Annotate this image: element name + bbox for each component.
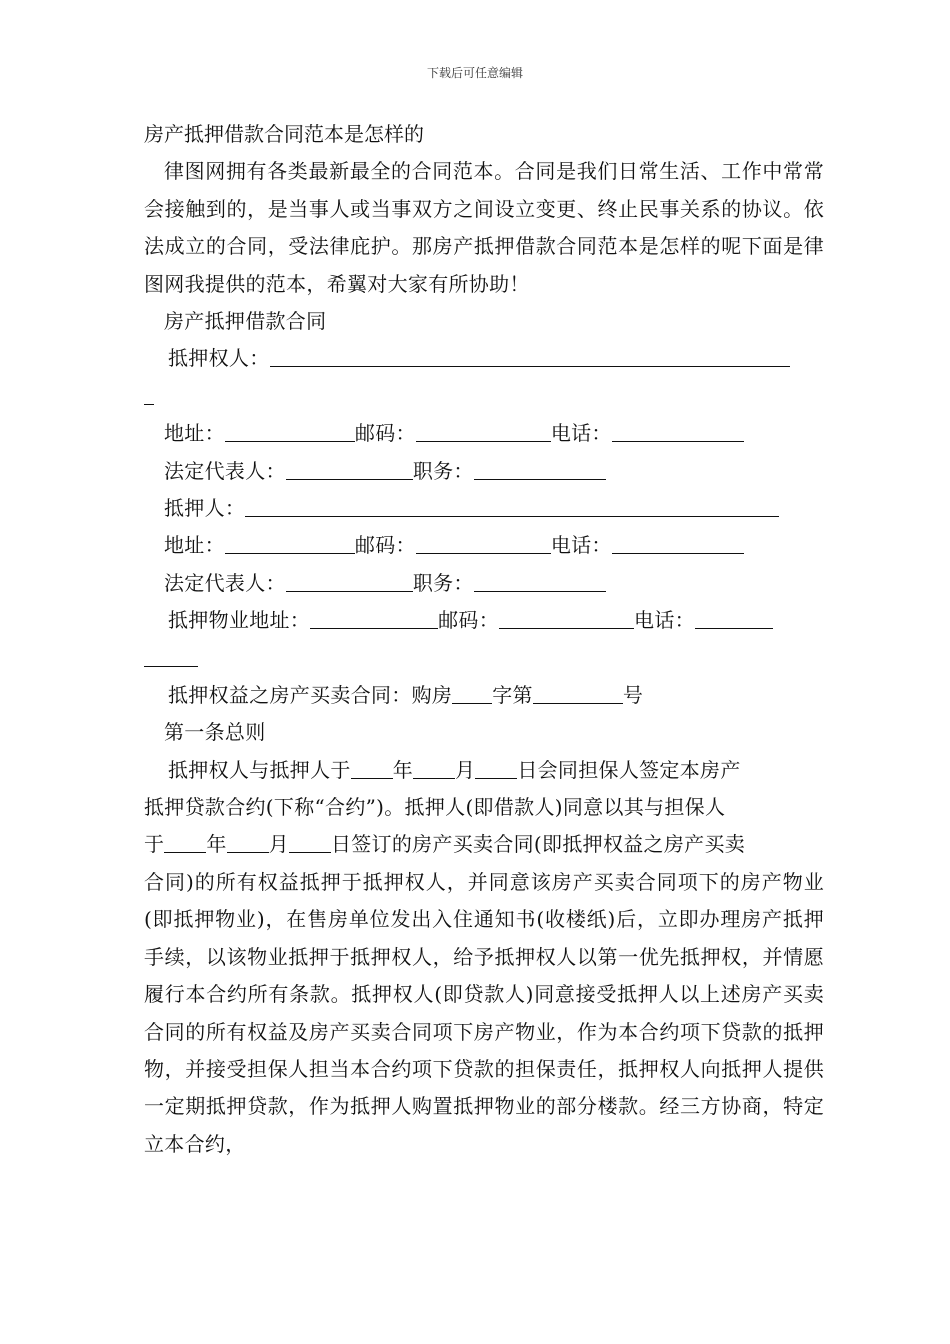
mortgagor-label: 抵押人： [164, 495, 246, 520]
month-blank[interactable] [227, 830, 269, 853]
intro-paragraph: 律图网拥有各类最新最全的合同范本。合同是我们日常生活、工作中常常会接触到的，是当事人或当事双方之间设立变更、终止民事关系的协议。依法成立的合同，受法律庇护。那房产抵押借款合同范本是怎样的呢下面是律图网我提供的范本，希翼对大家有所协助！ [144, 159, 824, 296]
phone-blank-cont[interactable] [144, 644, 198, 667]
document-title: 房产抵押借款合同范本是怎样的 [144, 122, 424, 146]
article1-text: 于 [144, 832, 165, 857]
property-address-label: 抵押物业地址： [168, 608, 311, 633]
char-label: 字第 [492, 682, 533, 707]
month-label: 月 [455, 757, 476, 782]
month-label: 月 [268, 832, 289, 857]
phone-label: 电话： [634, 608, 695, 633]
article1-text: 日会同担保人签定本房产 [517, 757, 741, 782]
address-label: 地址： [164, 421, 225, 446]
month-blank[interactable] [413, 756, 455, 779]
address-blank[interactable] [225, 531, 355, 554]
mortgagee-rep-row [144, 453, 824, 490]
phone-blank[interactable] [612, 531, 744, 554]
zip-blank[interactable] [416, 531, 551, 554]
num-label: 号 [622, 682, 644, 707]
article1-title: 第一条总则 [164, 720, 266, 745]
mortgagee-row [144, 340, 824, 377]
article1-text: 抵押权人与抵押人于 [168, 757, 351, 782]
phone-blank[interactable] [695, 606, 773, 629]
address-blank[interactable] [225, 419, 355, 442]
position-blank[interactable] [474, 569, 606, 592]
purchase-blank[interactable] [452, 681, 492, 704]
phone-label: 电话： [550, 421, 612, 446]
rights-label: 抵押权益之房产买卖合同：购房 [168, 682, 453, 707]
mortgagee-label: 抵押权人： [168, 346, 270, 371]
day-blank[interactable] [289, 830, 331, 853]
year-blank[interactable] [351, 756, 393, 779]
legal-rep-blank[interactable] [286, 569, 413, 592]
mortgagee-blank-cont[interactable] [144, 382, 154, 405]
phone-label: 电话： [550, 533, 612, 558]
article1-text: 日签订的房产买卖合同(即抵押权益之房产买卖 [330, 832, 746, 857]
position-blank[interactable] [474, 457, 606, 480]
article1-line1 [144, 752, 824, 789]
document-body [144, 116, 824, 1163]
year-label: 年 [392, 757, 414, 782]
phone-blank[interactable] [612, 419, 744, 442]
position-label: 职务： [412, 458, 474, 483]
mortgagor-row [144, 490, 824, 527]
position-label: 职务： [412, 570, 474, 595]
legal-rep-label: 法定代表人： [164, 570, 286, 595]
page-header: 下载后可任意编辑 [426, 66, 523, 80]
property-row-cont [144, 640, 824, 677]
year-blank[interactable] [164, 830, 206, 853]
zip-label: 邮码： [354, 421, 416, 446]
article1-line3 [144, 826, 824, 863]
mortgagee-blank[interactable] [270, 344, 790, 367]
mortgagee-row-cont [144, 378, 824, 415]
zip-label: 邮码： [438, 608, 500, 633]
mortgagor-rep-row [144, 565, 824, 602]
property-address-blank[interactable] [310, 606, 438, 629]
zip-label: 邮码： [354, 533, 416, 558]
contract-title: 房产抵押借款合同 [164, 309, 327, 334]
year-label: 年 [206, 832, 227, 857]
zip-blank[interactable] [416, 419, 551, 442]
address-label: 地址： [164, 533, 225, 558]
zip-blank[interactable] [499, 606, 634, 629]
day-blank[interactable] [475, 756, 517, 779]
article1-body: 合同)的所有权益抵押于抵押权人，并同意该房产买卖合同项下的房产物业(即抵押物业)，在售房单位发出入住通知书(收楼纸)后，立即办理房产抵押手续，以该物业抵押于抵押权人，给予抵押权人以第一优先抵押权，并情愿履行本合约所有条款。抵押权人(即贷款人)同意接受抵押人以上述房产买卖合同的所有权益及房产买卖合同项下房产物业，作为本合约项下贷款的抵押物，并接受担保人担当本合约项下贷款的担保责任，抵押权人向抵押人提供一定期抵押贷款，作为抵押人购置抵押物业的部分楼款。经三方协商，特定立本合约， [144, 869, 824, 1156]
property-address-row [144, 602, 824, 639]
article1-line2: 抵押贷款合约(下称“合约”)。抵押人(即借款人)同意以其与担保人 [144, 795, 726, 820]
mortgagee-address-row [144, 415, 824, 452]
mortgagor-address-row [144, 527, 824, 564]
rights-contract-row [144, 677, 824, 714]
number-blank[interactable] [533, 681, 623, 704]
mortgagor-blank[interactable] [245, 494, 779, 517]
legal-rep-label: 法定代表人： [164, 458, 286, 483]
legal-rep-blank[interactable] [286, 457, 413, 480]
